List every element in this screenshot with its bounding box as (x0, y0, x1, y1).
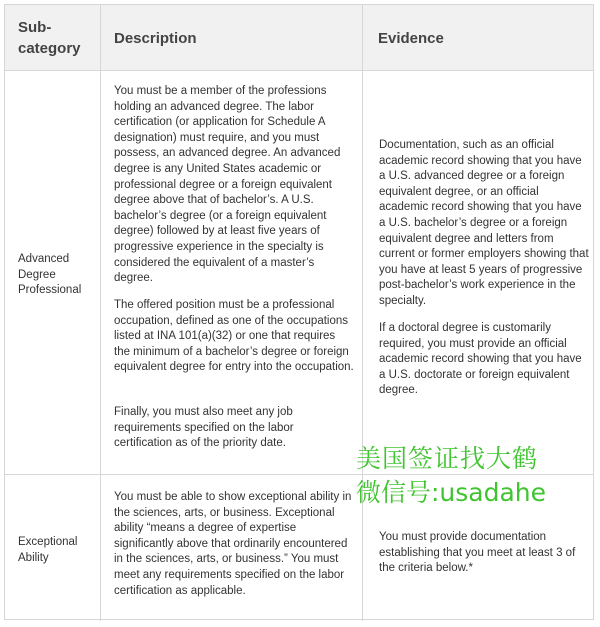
table-row (5, 71, 593, 475)
row1-description-p3: Finally, you must also meet any job requirements specified on the labor certification as of the priority date. (114, 406, 294, 450)
row1-evidence-p2: If a doctoral degree is customarily required, you must provide an official academic record showing that you have a U.S. doctorate or foreign equivalent degree. (379, 322, 582, 397)
row1-subcategory: Advanced Degree Professional (18, 253, 82, 297)
row2-subcategory: Exceptional Ability (18, 536, 78, 564)
row2-evidence-p1: You must provide documentation establishing that you meet at least 3 of the criteria below.* (379, 531, 576, 575)
eb2-subcategory-table (4, 4, 594, 620)
row1-evidence-p1: Documentation, such as an official academic record showing that you have a U.S. advanced degree or a foreign equivalent degree, or an official academic record showing that you have a U.S. bachelor’s degree or a foreign equivalent degree and letters from current or former employers showing that you have at least 5 years of progressive post-bachelor’s work experience in the specialty. (379, 139, 589, 307)
table-header-row (5, 5, 593, 71)
header-subcategory: Sub- category (18, 19, 81, 57)
row1-description-p2: The offered position must be a professional occupation, defined as one of the occupations listed at INA 101(a)(32) or one that requires the minimum of a bachelor’s degree or foreign equivalent degree for entry into the occupation. (114, 299, 354, 374)
row1-subcategory-cell (5, 71, 101, 474)
row2-description-cell (101, 475, 363, 621)
row1-description-cell (101, 71, 363, 474)
header-cell-evidence (363, 5, 593, 70)
row1-description-p1: You must be a member of the professions holding an advanced degree. The labor certification (or application for Schedule A designation) must require, and you must possess, an advanced degree. An advanced degree is any United States academic or professional degree or a foreign equivalent degree above that of bachelor’s. A U.S. bachelor’s degree (or a foreign equivalent degree) followed by at least five years of progressive experience in the specialty is considered the equivalent of a master’s degree. (114, 85, 341, 285)
watermark-line-1: 美国签证找大鹤 (356, 444, 539, 473)
header-description: Description (114, 30, 197, 47)
header-evidence: Evidence (378, 30, 444, 47)
row2-subcategory-cell (5, 475, 101, 621)
row2-description-p1: You must be able to show exceptional ability in the sciences, arts, or business. Exceptional ability “means a degree of expertise significantly above that ordinarily encountered in the sciences, arts, or business.” You must meet any requirements specified on the labor certification as applicable. (114, 491, 352, 597)
watermark-line-2: 微信号:usadahe (356, 478, 547, 507)
row1-evidence-cell (363, 71, 593, 474)
header-cell-subcategory (5, 5, 101, 70)
header-cell-description (101, 5, 363, 70)
